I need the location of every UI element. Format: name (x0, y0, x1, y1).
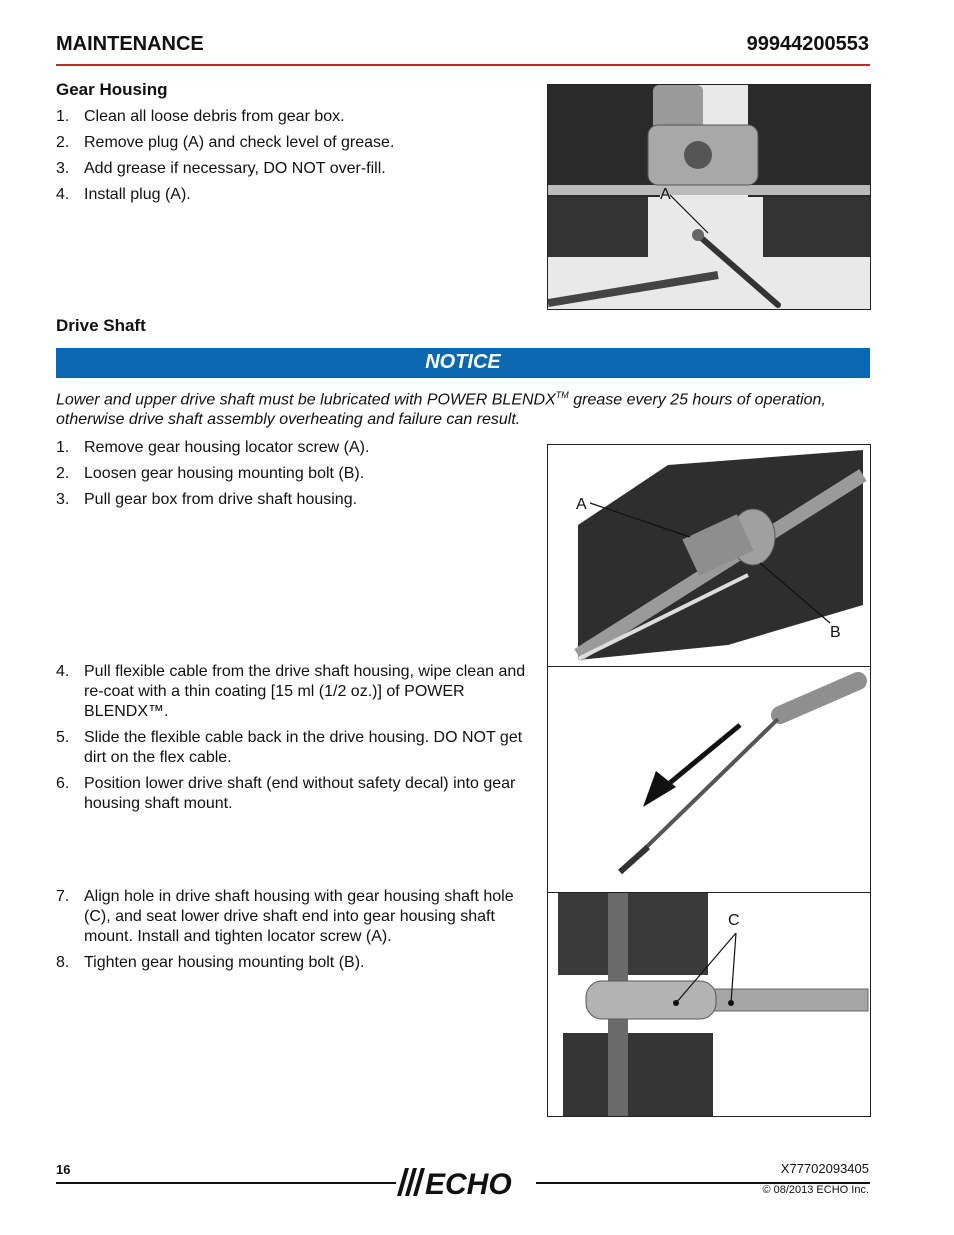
notice-text: Lower and upper drive shaft must be lubricated with POWER BLENDX™ grease every 25 hours of operation, otherwise drive shaft assembly overheating and failure can result. (56, 390, 826, 429)
notice-banner (56, 348, 870, 378)
drive-shaft-steps-3 (56, 887, 526, 979)
page-number: 16 (56, 1162, 71, 1177)
photo2-label-b: B (830, 624, 841, 641)
photo1-label-a: A (660, 186, 671, 203)
list-item: 5. Slide the flexible cable back in the drive housing. DO NOT get dirt on the flex cable. (56, 729, 523, 766)
gear-housing-heading: Gear Housing (56, 80, 168, 99)
svg-text:ECHO: ECHO (425, 1168, 512, 1198)
list-item: 3. Pull gear box from drive shaft housing. (56, 491, 358, 508)
flex-cable-photo (547, 666, 871, 894)
list-item: 6. Position lower drive shaft (end without safety decal) into gear housing shaft mount. (56, 775, 516, 812)
list-item: 3. Add grease if necessary, DO NOT over-fill. (56, 160, 386, 177)
list-item: 2. Remove plug (A) and check level of grease. (56, 134, 395, 151)
list-item: 2. Loosen gear housing mounting bolt (B). (56, 465, 365, 482)
doc-code: X77702093405 (780, 1161, 869, 1176)
shaft-alignment-photo (547, 892, 871, 1117)
notice-title: NOTICE (425, 351, 501, 373)
drive-shaft-steps-1 (56, 438, 526, 516)
copyright: © 08/2013 ECHO Inc. (762, 1184, 869, 1196)
list-item: 4. Install plug (A). (56, 186, 191, 203)
photo4-label-c: C (728, 912, 740, 929)
echo-logo (395, 1166, 535, 1198)
drive-shaft-steps-2 (56, 662, 534, 820)
list-item: 4. Pull flexible cable from the drive shaft housing, wipe clean and re-coat with a thin coating [15 ml (1/2 oz.)] of POWER BLENDX™. (56, 663, 526, 720)
list-item: 7. Align hole in drive shaft housing with gear housing shaft hole (C), and seat lower drive shaft end into gear housing shaft mount. Install and tighten locator screw (A). (56, 888, 514, 945)
section-title: MAINTENANCE (56, 33, 204, 55)
drive-shaft-heading: Drive Shaft (56, 316, 146, 335)
footer-rule-left (56, 1182, 396, 1184)
part-number: 99944200553 (746, 33, 869, 55)
list-item: 1. Clean all loose debris from gear box. (56, 108, 345, 125)
list-item: 8. Tighten gear housing mounting bolt (B). (56, 954, 365, 971)
photo2-label-a: A (576, 496, 587, 513)
header-rule (56, 64, 870, 66)
list-item: 1. Remove gear housing locator screw (A). (56, 439, 370, 456)
gear-housing-steps (56, 107, 526, 211)
gear-box-photo (547, 84, 871, 310)
gear-housing-removal-photo (547, 444, 871, 668)
